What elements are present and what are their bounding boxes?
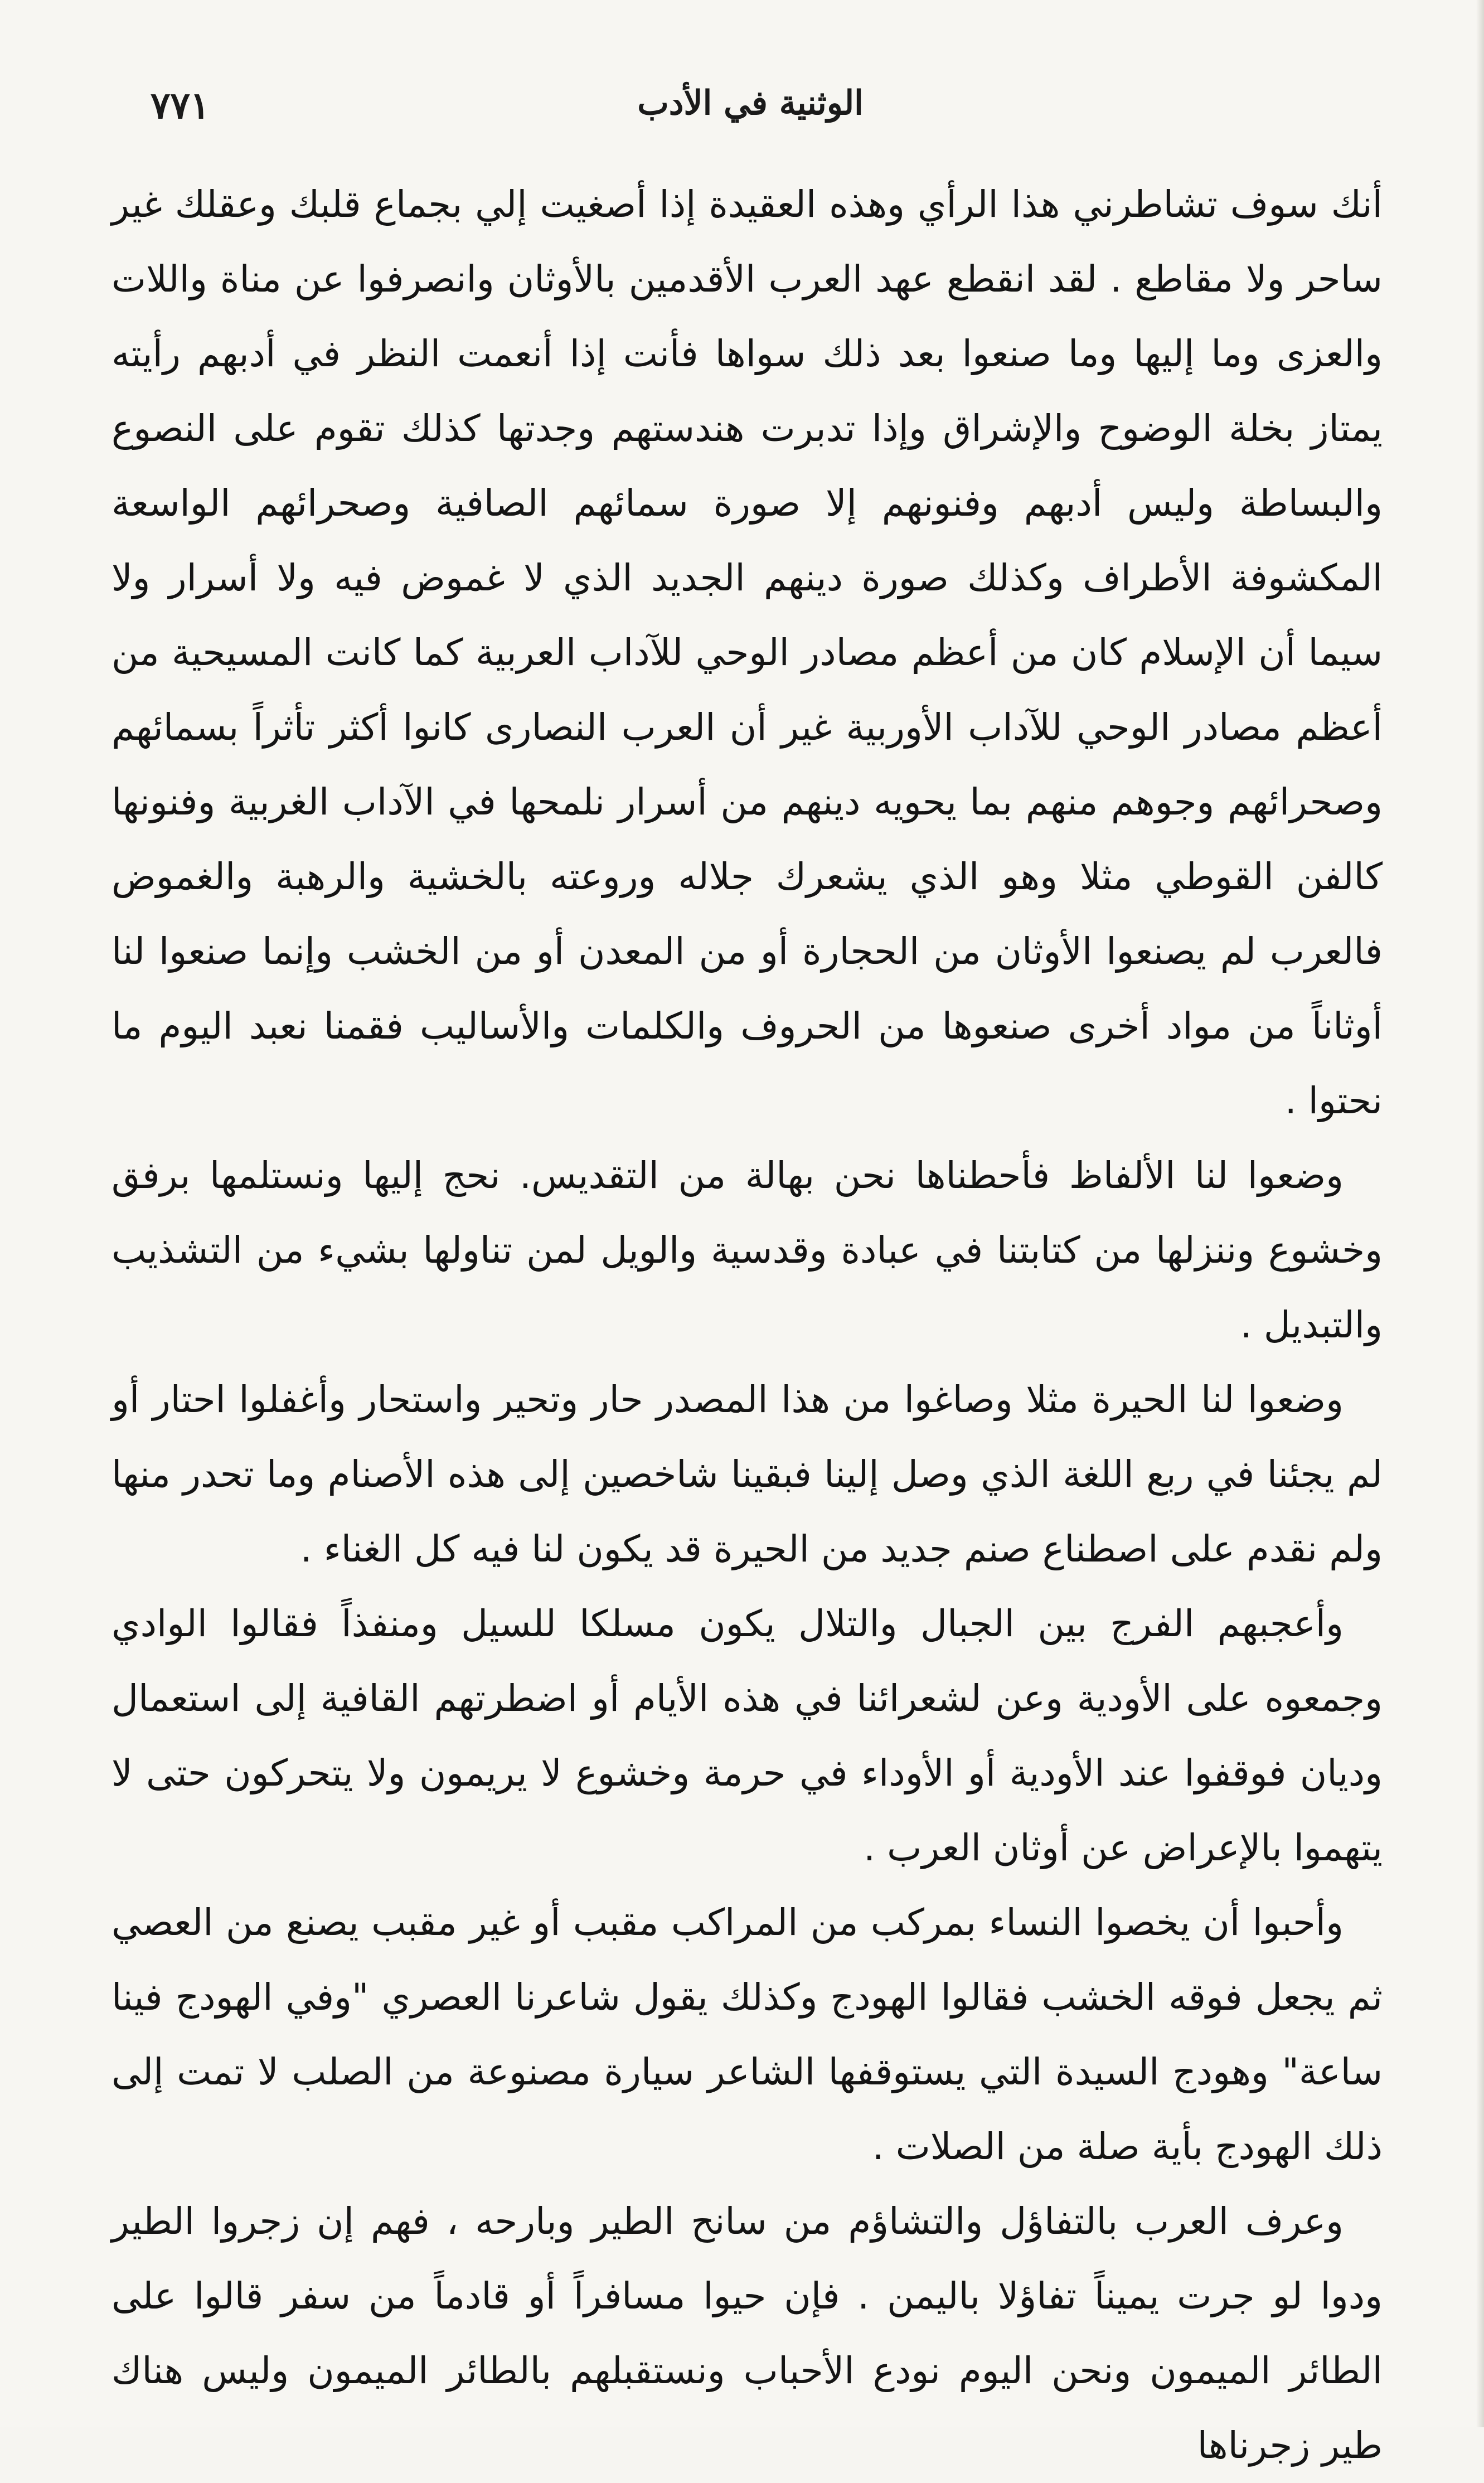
paragraph: وعرف العرب بالتفاؤل والتشاؤم من سانح الطير وبارحه ، فهم إن زجروا الطير ودوا لو جرت يميناً تفاؤلا باليمن . فإن حيوا مسافراً أو قادماً من سفر قالوا على الطائر الميمون ونحن اليوم نودع الأحباب ونستقبلهم بالطائر الميمون وليس هناك طير زجرناها xyxy=(111,2200,1383,2467)
body-text xyxy=(111,167,1383,2483)
page-number: ٧٧١ xyxy=(151,84,210,127)
paragraph: وأعجبهم الفرج بين الجبال والتلال يكون مسلكا للسيل ومنفذاً فقالوا الوادي وجمعوه على الأودية وعن لشعرائنا في هذه الأيام أو اضطرتهم القافية إلى استعمال وديان فوقفوا عند الأودية أو الأوداء في حرمة وخشوع لا يريمون ولا يتحركون حتى لا يتهموا بالإعراض عن أوثان العرب . xyxy=(111,1602,1383,1869)
running-title: الوثنية في الأدب xyxy=(637,84,864,123)
paragraph: وأحبوا أن يخصوا النساء بمركب من المراكب مقبب أو غير مقبب يصنع من العصي ثم يجعل فوقه الخشب فقالوا الهودج وكذلك يقول شاعرنا العصري "وفي الهودج فينا ساعة" وهودج السيدة التي يستوقفها الشاعر سيارة مصنوعة من الصلب لا تمت إلى ذلك الهودج بأية صلة من الصلات . xyxy=(111,1901,1383,2168)
page-header xyxy=(111,84,1389,151)
paragraph: أنك سوف تشاطرني هذا الرأي وهذه العقيدة إذا أصغيت إلي بجماع قلبك وعقلك غير ساحر ولا مقاطع . لقد انقطع عهد العرب الأقدمين بالأوثان وانصرفوا عن مناة واللات والعزى وما إليها وما صنعوا بعد ذلك سواها فأنت إذا أنعمت النظر في أدبهم رأيته يمتاز بخلة الوضوح والإشراق وإذا تدبرت هندستهم وجدتها كذلك تقوم على النصوع والبساطة وليس أدبهم وفنونهم إلا صورة سمائهم الصافية وصحرائهم الواسعة المكشوفة الأطراف وكذلك صورة دينهم الجديد الذي لا غموض فيه ولا أسرار ولا سيما أن الإسلام كان من أعظم مصادر الوحي للآداب العربية كما كانت المسيحية من أعظم مصادر الوحي للآداب الأوربية غير أن العرب النصارى كانوا أكثر تأثراً بسمائهم وصحرائهم وجوهم منهم بما يحويه دينهم من أسرار نلمحها في الآداب الغربية وفنونها كالفن القوطي مثلا وهو الذي يشعرك جلاله وروعته بالخشية والرهبة والغموض فالعرب لم يصنعوا الأوثان من الحجارة أو من المعدن أو من الخشب وإنما صنعوا لنا أوثاناً من مواد أخرى صنعوها من الحروف والكلمات والأساليب فقمنا نعبد اليوم ما نحتوا . xyxy=(111,183,1383,1122)
paragraph: وضعوا لنا الألفاظ فأحطناها نحن بهالة من التقديس. نحج إليها ونستلمها برفق وخشوع وننزلها من كتابتنا في عبادة وقدسية والويل لمن تناولها بشيء من التشذيب والتبديل . xyxy=(111,1154,1383,1346)
scan-edge-shadow xyxy=(1476,0,1484,2427)
paragraph: وضعوا لنا الحيرة مثلا وصاغوا من هذا المصدر حار وتحير واستحار وأغفلوا احتار أو لم يجئنا في ربع اللغة الذي وصل إلينا فبقينا شاخصين إلى هذه الأصنام وما تحدر منها ولم نقدم على اصطناع صنم جديد من الحيرة قد يكون لنا فيه كل الغناء . xyxy=(111,1378,1383,1570)
